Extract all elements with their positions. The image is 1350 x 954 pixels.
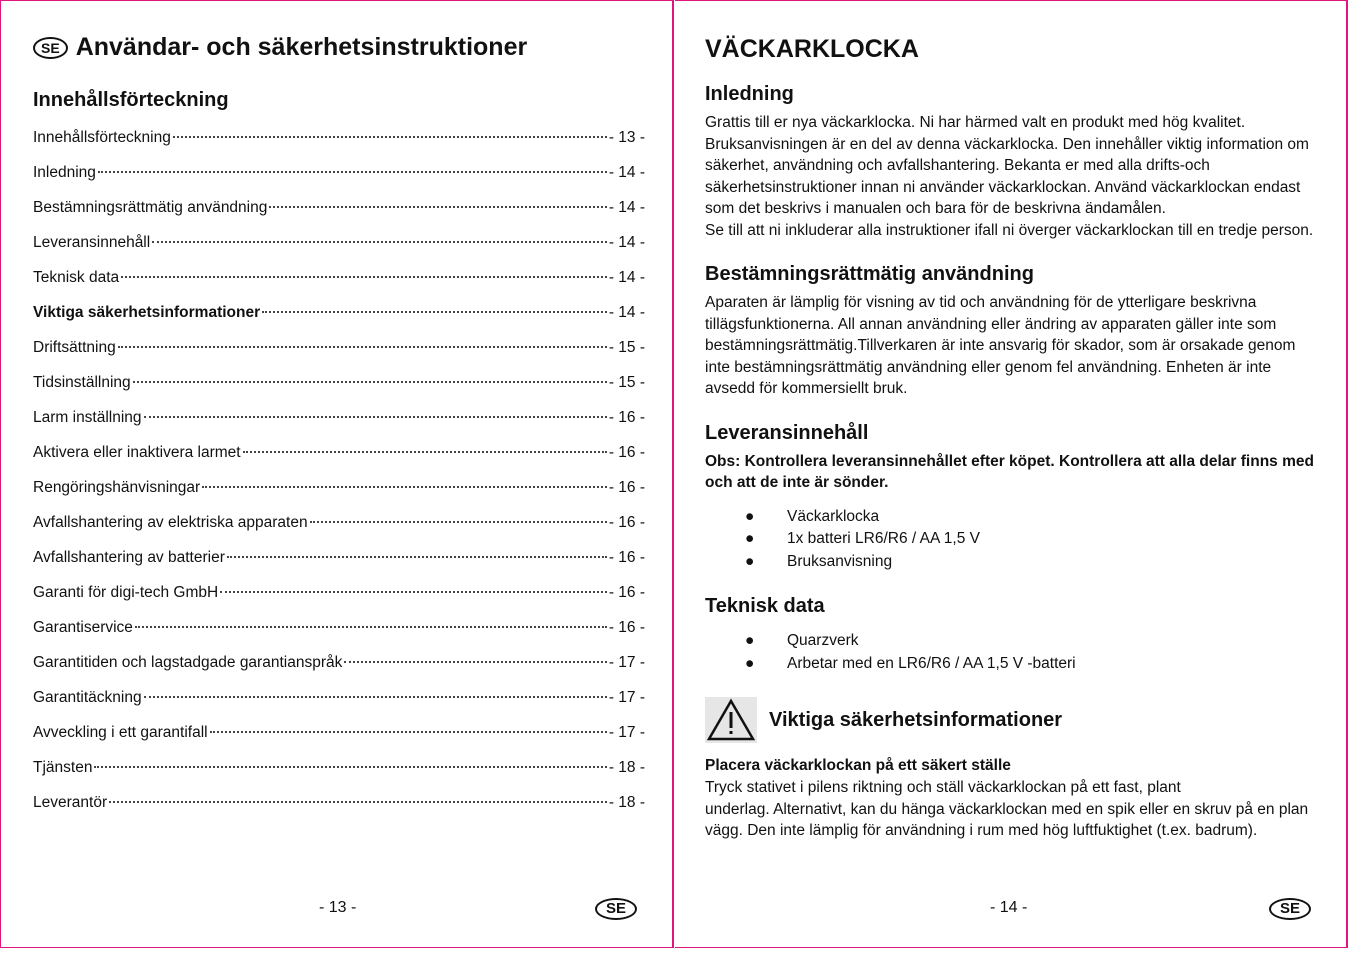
page-number: - 14 - — [990, 899, 1028, 916]
toc-leader — [344, 661, 606, 663]
section-leverans — [705, 422, 1317, 574]
list-item — [705, 506, 1317, 529]
section-heading: Leveransinnehåll — [705, 421, 869, 444]
toc-page: - 16 - — [608, 444, 645, 461]
bullet-icon: ● — [745, 632, 755, 649]
toc-page: - 16 - — [608, 619, 645, 636]
toc-label: Garantitäckning — [33, 689, 142, 706]
toc-heading: Innehållsförteckning — [33, 89, 229, 111]
toc-row — [33, 164, 645, 199]
toc-page: - 16 - — [608, 584, 645, 601]
title-text: Användar- och säkerhetsinstruktioner — [75, 33, 528, 61]
toc-label: Avfallshantering av batterier — [33, 549, 225, 566]
toc-leader — [220, 591, 607, 593]
toc-page: - 18 - — [608, 759, 645, 776]
toc-label: Driftsättning — [33, 339, 116, 356]
toc-row — [33, 619, 645, 654]
delivery-list — [705, 506, 1317, 574]
list-item — [705, 653, 1317, 676]
toc-label: Avveckling i ett garantifall — [33, 724, 208, 741]
page-title: VÄCKARKLOCKA — [705, 35, 919, 63]
left-page — [0, 0, 674, 948]
toc-leader — [202, 486, 607, 488]
bullet-icon: ● — [745, 654, 755, 672]
toc-label: Garantitiden och lagstadgade garantianspråk — [33, 654, 343, 671]
toc-label: Tjänsten — [33, 759, 93, 776]
toc-leader — [173, 136, 607, 138]
toc-page: - 14 - — [608, 164, 645, 181]
toc-page: - 16 - — [608, 479, 645, 496]
toc-label: Inledning — [33, 164, 96, 181]
toc-label: Teknisk data — [33, 269, 120, 286]
toc-page: - 14 - — [608, 269, 645, 286]
toc-label: Viktiga säkerhetsinformationer — [33, 304, 261, 321]
toc-page: - 14 - — [608, 234, 645, 251]
footer-language-badge: SE — [595, 898, 637, 920]
toc-label: Rengöringshänvisningar — [33, 479, 201, 496]
toc-row — [33, 724, 645, 759]
section-heading: Teknisk data — [705, 595, 825, 617]
toc-label: Innehållsförteckning — [33, 129, 171, 146]
note: Obs: Kontrollera leveransinnehållet efter köpet. Kontrollera att alla delar finns med och att de inte är sönder. — [705, 452, 1314, 491]
toc-leader — [262, 311, 607, 313]
bullet-icon: ● — [745, 530, 755, 547]
toc-page: - 14 - — [608, 304, 645, 321]
toc-row — [33, 199, 645, 234]
section-heading: Inledning — [705, 83, 794, 105]
spec-list — [705, 630, 1317, 675]
paragraph: underlag. Alternativt, kan du hänga väckarklockan med en spik eller en skruv på en plan vägg. Den inte lämplig för användning i rum med hög luftfuktighet (t.ex. badrum). — [705, 800, 1309, 839]
toc-label: Leverantör — [33, 794, 108, 811]
bullet-icon: ● — [745, 552, 755, 570]
toc-label: Tidsinställning — [33, 374, 131, 391]
toc-row — [33, 234, 645, 269]
toc-page: - 17 - — [608, 724, 645, 741]
toc-row — [33, 759, 645, 794]
toc-row — [33, 584, 645, 619]
toc-label: Bestämningsrättmätig användning — [33, 199, 268, 216]
toc-leader — [269, 206, 606, 208]
section-viktiga — [705, 697, 1317, 842]
toc-leader — [227, 556, 607, 558]
paragraph: Aparaten är lämplig för visning av tid och användning för de ytterligare beskrivna tillägsfunktionerna. All annan användning eller ändring av apparaten gäller inte som bestämningsrättmätig.Tillverkaren är inte ansvarig för skador, som är orsakade genom inte bestämningsrättmätig användning eller genom fel användning. Enheten är inte avsedd för kommersiellt bruk. — [705, 294, 1296, 397]
section-heading: Bestämningsrättmätig användning — [705, 263, 1034, 285]
list-item-text: Väckarklocka — [787, 507, 880, 525]
toc-row — [33, 269, 645, 304]
section-bestamning — [705, 263, 1317, 400]
toc-page: - 16 - — [608, 409, 645, 426]
toc-leader — [135, 626, 607, 628]
toc-row — [33, 549, 645, 584]
section-teknisk — [705, 595, 1317, 675]
toc-label: Avfallshantering av elektriska apparaten — [33, 514, 308, 531]
toc-page: - 13 - — [608, 129, 645, 146]
subheading: Placera väckarklockan på ett säkert ställe — [705, 757, 1011, 774]
toc-label: Aktivera eller inaktivera larmet — [33, 444, 241, 461]
toc-page: - 15 - — [608, 374, 645, 391]
toc-page: - 16 - — [608, 549, 645, 566]
list-item — [705, 551, 1317, 574]
toc-row — [33, 129, 645, 164]
list-item — [705, 630, 1317, 653]
toc-page: - 17 - — [608, 689, 645, 706]
toc-leader — [310, 521, 607, 523]
toc-row — [33, 479, 645, 514]
warning-header — [705, 697, 1317, 743]
page-title — [33, 33, 527, 62]
toc-leader — [152, 241, 607, 243]
toc-page: - 16 - — [608, 514, 645, 531]
paragraph: Grattis till er nya väckarklocka. Ni har härmed valt en produkt med hög kvalitet. Bruksanvisningen är en del av denna väckarklocka. Den innehåller viktig information om säkerhet, användning och avfallshantering. Bekanta er med alla drifts-och säkerhetsinstruktioner innan ni använder väckarklockan. Använd väckarklockan endast som det beskrivs i manualen och bara för de beskrivna ändamålen. — [705, 114, 1309, 217]
paragraph: Tryck stativet i pilens riktning och ställ väckarklockan på ett fast, plant — [705, 779, 1181, 796]
language-badge: SE — [33, 37, 68, 59]
toc-page: - 14 - — [608, 199, 645, 216]
toc-row — [33, 304, 645, 339]
toc-row — [33, 654, 645, 689]
toc-leader — [109, 801, 607, 803]
toc-row — [33, 514, 645, 549]
toc-label: Garantiservice — [33, 619, 133, 636]
toc-row — [33, 339, 645, 374]
toc-leader — [210, 731, 607, 733]
toc-leader — [144, 696, 607, 698]
toc-row — [33, 444, 645, 479]
toc-row — [33, 374, 645, 409]
toc-leader — [144, 416, 607, 418]
toc-leader — [121, 276, 607, 278]
list-item-text: 1x batteri LR6/R6 / AA 1,5 V — [787, 530, 981, 547]
paragraph: Se till att ni inkluderar alla instruktioner ifall ni överger väckarklockan till en tredje person. — [705, 221, 1314, 239]
right-page — [675, 0, 1348, 948]
list-item-text: Arbetar med en LR6/R6 / AA 1,5 V -batteri — [787, 654, 1076, 672]
toc-leader — [118, 346, 607, 348]
toc-page: - 18 - — [608, 794, 645, 811]
toc-leader — [94, 766, 606, 768]
toc-row — [33, 794, 645, 829]
footer-language-badge: SE — [1269, 898, 1311, 920]
toc-leader — [243, 451, 607, 453]
toc-leader — [98, 171, 607, 173]
bullet-icon: ● — [745, 507, 755, 525]
toc-row — [33, 409, 645, 444]
toc-leader — [133, 381, 607, 383]
toc-label: Larm inställning — [33, 409, 142, 426]
content — [705, 83, 1317, 842]
toc-label: Garanti för digi-tech GmbH — [33, 584, 219, 601]
section-inledning — [705, 83, 1317, 241]
toc-label: Leveransinnehåll — [33, 234, 151, 251]
warning-triangle-icon — [705, 697, 757, 743]
list-item-text: Quarzverk — [787, 632, 859, 649]
toc-page: - 15 - — [608, 339, 645, 356]
toc-page: - 17 - — [608, 654, 645, 671]
table-of-contents — [33, 129, 645, 829]
list-item — [705, 528, 1317, 551]
page-number: - 13 - — [319, 899, 357, 916]
section-heading: Viktiga säkerhetsinformationer — [769, 708, 1063, 731]
list-item-text: Bruksanvisning — [787, 552, 893, 570]
toc-row — [33, 689, 645, 724]
